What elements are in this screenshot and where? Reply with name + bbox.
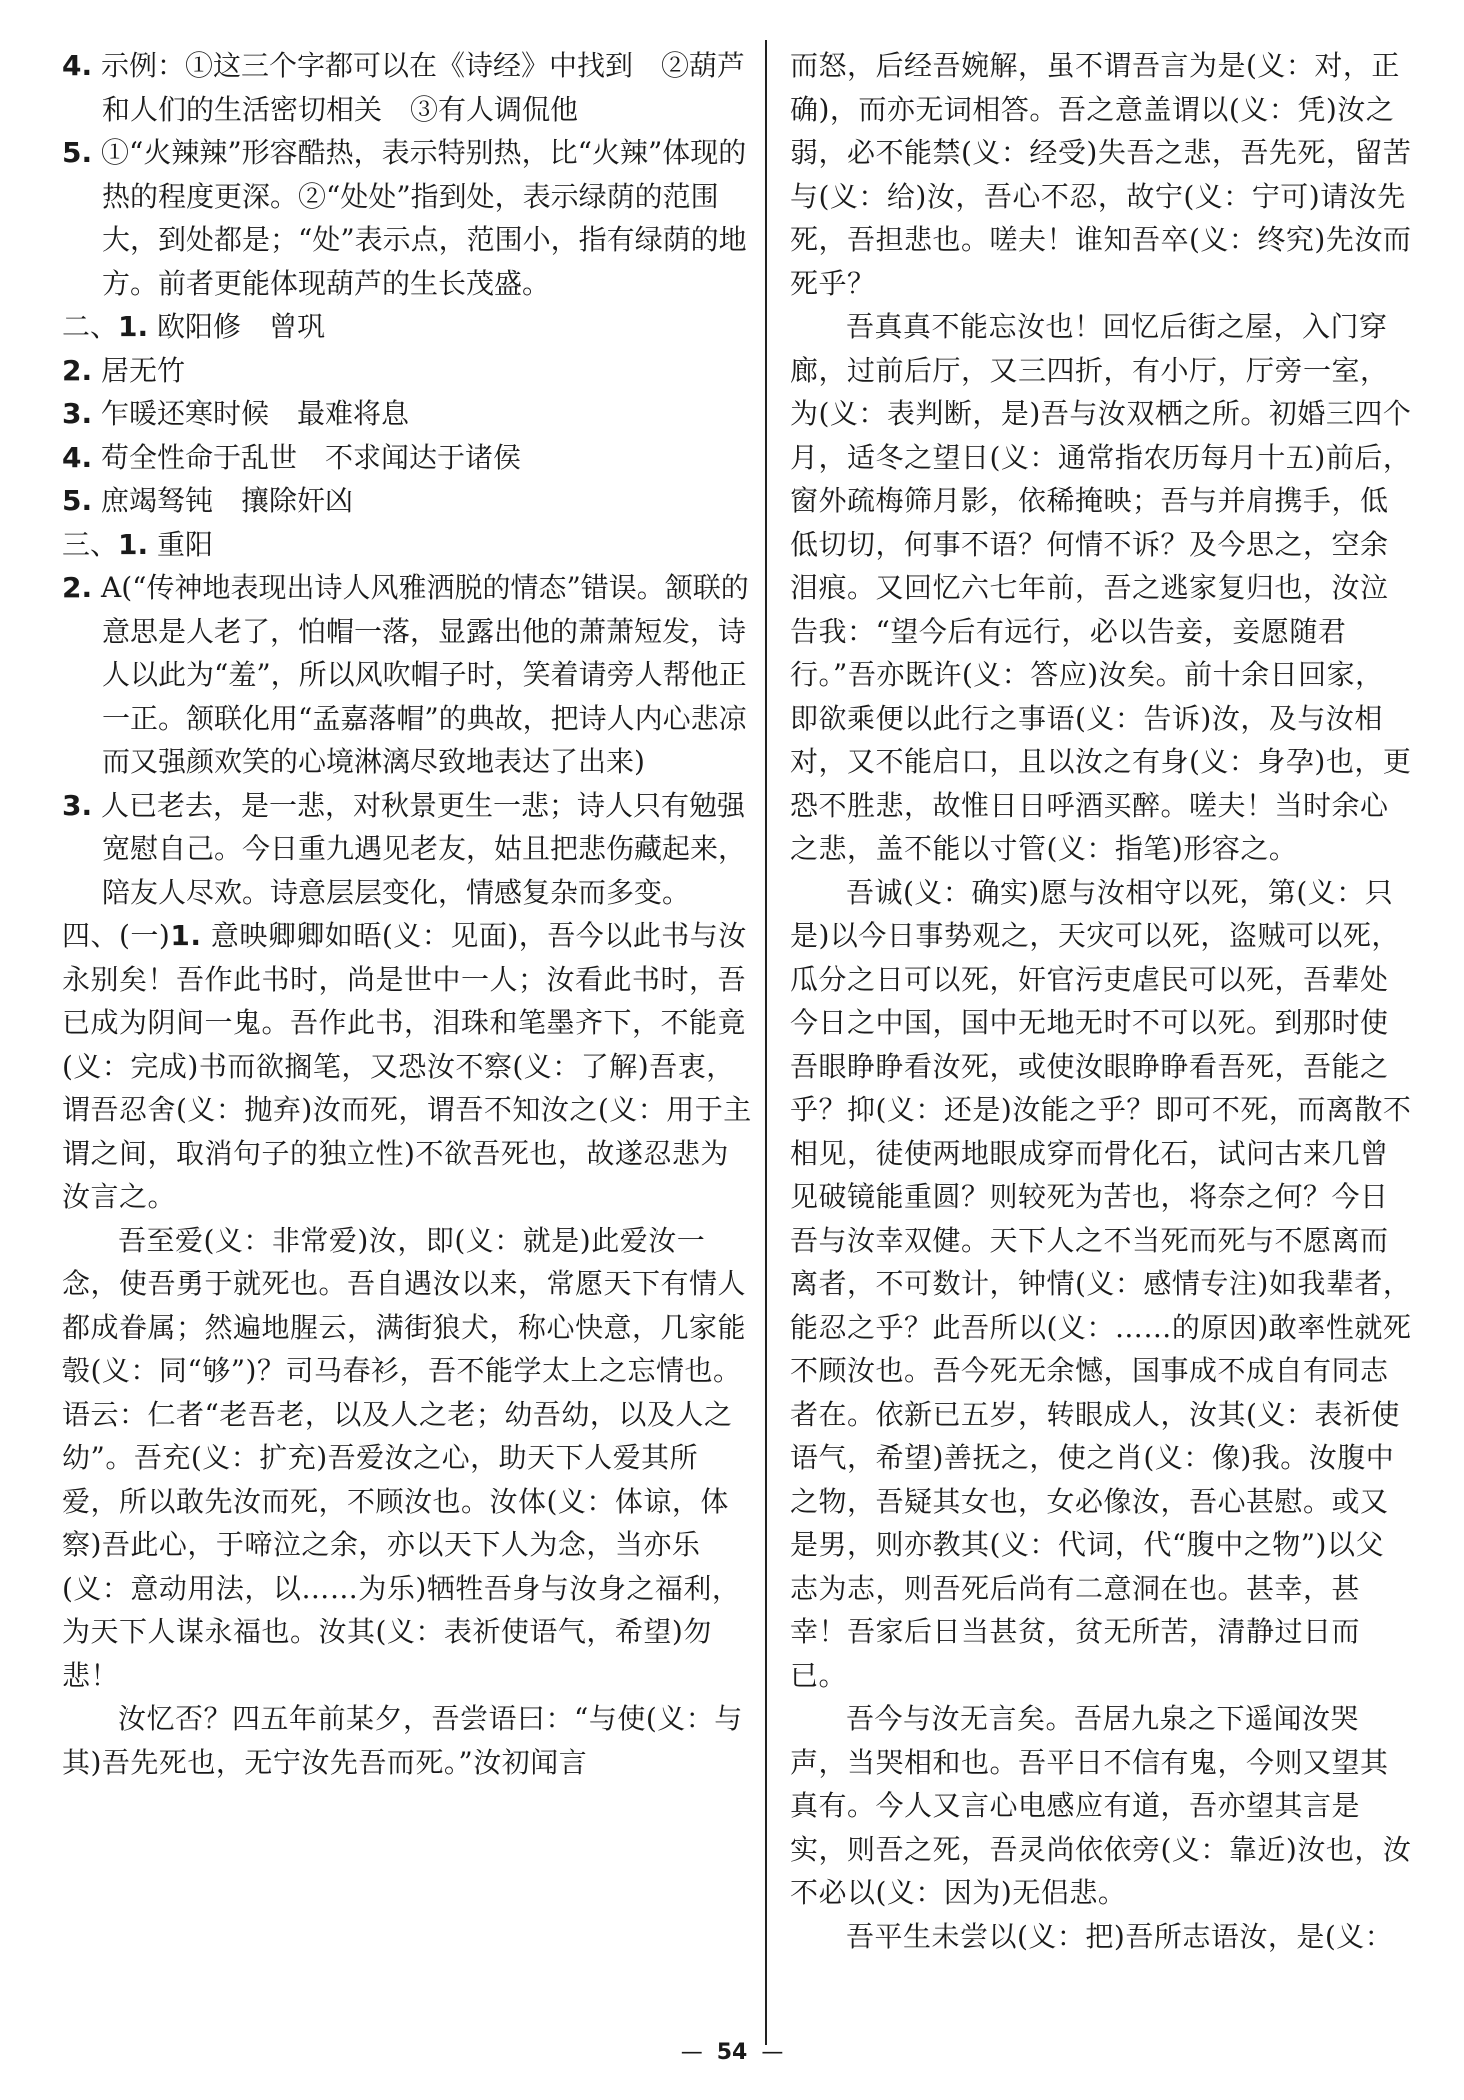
- column-divider: [765, 40, 767, 2045]
- right-paragraph-1: 吾真真不能忘汝也！回忆后街之屋，入门穿廊，过前后厅，又三四折，有小厅，厅旁一室，为(义：表判断，是)吾与汝双栖之所。初婚三四个月，适冬之望日(义：通常指农历每月十五)前后，窗外疏梅筛月影，依稀掩映；吾与并肩携手，低低切切，何事不语？何情不诉？及今思之，空余泪痕。又回忆六七年前，吾之逃家复归也，汝泣告我：“望今后有远行，必以告妾，妾愿随君行。”吾亦既许(义：答应)汝矣。前十余日回家，即欲乘便以此行之事语(义：告诉)汝，及与汝相对，又不能启口，且以汝之有身(义：身孕)也，更恐不胜悲，故惟日日呼酒买醉。嗟夫！当时余心之悲，盖不能以寸管(义：指笔)形容之。: [790, 310, 1412, 865]
- item-number: 5.: [62, 136, 93, 169]
- section-heading: 三、: [62, 527, 119, 561]
- section-3-item-1: 三、1. 重阳: [62, 527, 214, 561]
- section-2-item-1: 二、1. 欧阳修 曾巩: [62, 310, 326, 343]
- section-3-item-3: 3. 人已老去，是一悲，对秋景更生一悲；诗人只有勉强宽慰自己。今日重九遇见老友，姑且把悲伤藏起来，陪友人尽欢。诗意层层变化，情感复杂而多变。: [62, 788, 747, 909]
- right-column: [790, 44, 1412, 1958]
- section-2-item-3: 3. 乍暖还寒时候 最难将息: [62, 397, 410, 430]
- right-paragraph-2: 吾诚(义：确实)愿与汝相守以死，第(义：只是)以今日事势观之，天灾可以死，盗贼可以死，瓜分之日可以死，奸官污吏虐民可以死，吾辈处今日之中国，国中无地无时不可以死。到那时使吾眼睁睁看汝死，或使汝眼睁睁看吾死，吾能之乎？抑(义：还是)汝能之乎？即可不死，而离散不相见，徒使两地眼成穿而骨化石，试问古来几曾见破镜能重圆？则较死为苦也，将奈之何？今日吾与汝幸双健。天下人之不当死而死与不愿离而离者，不可数计，钟情(义：感情专注)如我辈者，能忍之乎？此吾所以(义：……的原因)敢率性就死不顾汝也。吾今死无余憾，国事成不成自有同志者在。依新已五岁，转眼成人，汝其(义：表祈使语气，希望)善抚之，使之肖(义：像)我。汝腹中之物，吾疑其女也，女必像汝，吾心甚慰。或又是男，则亦教其(义：代词，代“腹中之物”)以父志为志，则吾死后尚有二意洞在也。甚幸，甚幸！吾家后日当甚贫，贫无所苦，清静过日而已。: [790, 875, 1412, 1692]
- section-heading: 四、(一): [62, 919, 171, 952]
- section-4-paragraph-3: 汝忆否？四五年前某夕，吾尝语曰：“与使(义：与其)吾先死也，无宁汝先吾而死。”汝初闻言: [62, 1702, 743, 1779]
- right-paragraph-4: 吾平生未尝以(义：把)吾所志语汝，是(义：: [846, 1919, 1394, 1953]
- left-column: [62, 44, 752, 1784]
- continued-paragraph: 而怒，后经吾婉解，虽不谓吾言为是(义：对，正确)，而亦无词相答。吾之意盖谓以(义：凭)汝之弱，必不能禁(义：经受)失吾之悲，吾先死，留苦与(义：给)汝，吾心不忍，故宁(义：宁可)请汝先死，吾担悲也。嗟夫！谁知吾卒(义：终究)先汝而死乎？: [790, 49, 1412, 300]
- answer-item-5: [62, 131, 752, 305]
- section-2-item-2: 2. 居无竹: [62, 353, 186, 387]
- item-text: 示例：①这三个字都可以在《诗经》中找到 ②葫芦和人们的生活密切相关 ③有人调侃他: [101, 49, 746, 126]
- section-4-paragraph-2: 吾至爱(义：非常爱)汝，即(义：就是)此爱汝一念，使吾勇于就死也。吾自遇汝以来，常愿天下有情人都成眷属；然遍地腥云，满街狼犬，称心快意，几家能彀(义：同“够”)？司马春衫，吾不能学太上之忘情也。语云：仁者“老吾老，以及人之老；幼吾幼，以及人之幼”。吾充(义：扩充)吾爱汝之心，助天下人爱其所爱，所以敢先汝而死，不顾汝也。汝体(义：体谅，体察)吾此心，于啼泣之余，亦以天下人为念，当亦乐(义：意动用法，以……为乐)牺牲吾身与汝身之福利，为天下人谋永福也。汝其(义：表祈使语气，希望)勿悲！: [62, 1223, 747, 1692]
- section-2-item-4: 4. 苟全性命于乱世 不求闻达于诸侯: [62, 440, 522, 474]
- item-text: ①“火辣辣”形容酷热，表示特别热，比“火辣”体现的热的程度更深。②“处处”指到处，表示绿荫的范围大，到处都是；“处”表示点，范围小，指有绿荫的地方。前者更能体现葫芦的生长茂盛。: [101, 136, 747, 300]
- right-paragraph-3: 吾今与汝无言矣。吾居九泉之下遥闻汝哭声，当哭相和也。吾平日不信有鬼，今则又望其真有。今人又言心电感应有道，吾亦望其言是实，则吾之死，吾灵尚依依旁(义：靠近)汝也，汝不必以(义：因为)无侣悲。: [790, 1702, 1412, 1909]
- page-number: — 54 —: [680, 2040, 784, 2065]
- answer-item-4: [62, 44, 752, 131]
- section-4-paragraph-1: 四、(一)1. 意映卿卿如晤(义：见面)，吾今以此书与汝永别矣！吾作此书时，尚是世中一人；汝看此书时，吾已成为阴间一鬼。吾作此书，泪珠和笔墨齐下，不能竟(义：完成)书而欲搁笔，又恐汝不察(义：了解)吾衷，谓吾忍舍(义：抛弃)汝而死，谓吾不知汝之(义：用于主谓之间，取消句子的独立性)不欲吾死也，故遂忍悲为汝言之。: [62, 919, 752, 1213]
- section-heading: 二、: [62, 310, 119, 343]
- section-3-item-2: 2. A(“传神地表现出诗人风雅洒脱的情态”错误。颔联的意思是人老了，怕帽一落，显露出他的萧萧短发，诗人以此为“羞”，所以风吹帽子时，笑着请旁人帮他正一正。颔联化用“孟嘉落帽”的典故，把诗人内心悲凉而又强颜欢笑的心境淋漓尽致地表达了出来): [62, 571, 749, 778]
- section-2-item-5: 5. 庶竭驽钝 攘除奸凶: [62, 484, 354, 517]
- item-number: 4.: [62, 49, 93, 82]
